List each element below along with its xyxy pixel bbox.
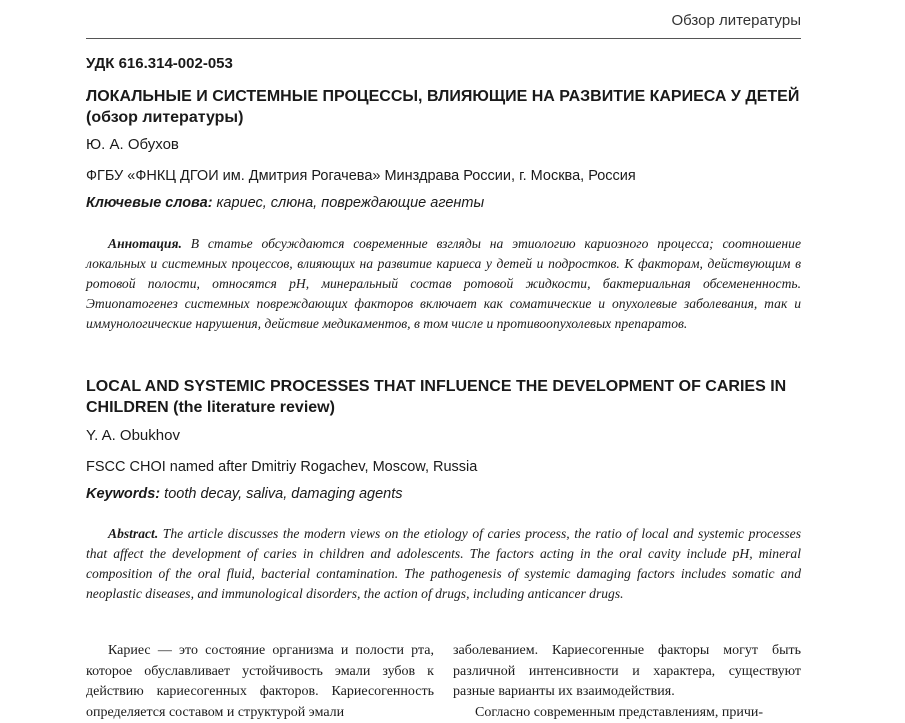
body-right-paragraph-1: заболеванием. Кариесогенные факторы могут быть различной интенсивности и характера, существуют разные варианты их взаимодействия.	[453, 643, 801, 699]
udc-code: УДК 616.314-002-053	[86, 55, 233, 72]
keywords-label-ru: Ключевые слова:	[86, 195, 213, 211]
keywords-ru	[86, 195, 484, 211]
keywords-label-en: Keywords:	[86, 486, 160, 502]
keywords-en	[86, 486, 403, 502]
author-ru: Ю. А. Обухов	[86, 136, 179, 153]
article-title-ru: ЛОКАЛЬНЫЕ И СИСТЕМНЫЕ ПРОЦЕССЫ, ВЛИЯЮЩИЕ НА РАЗВИТИЕ КАРИЕСА У ДЕТЕЙ (обзор литературы)	[86, 86, 801, 128]
body-right-paragraph-2: Согласно современным представлениям, причи-	[453, 703, 801, 723]
abstract-en	[86, 524, 801, 604]
abstract-label-en: Abstract.	[108, 526, 158, 541]
abstract-text-ru: В статье обсуждаются современные взгляды на этиологию кариозного процесса; соотношение локальных и системных процессов, влияющих на развитие кариеса у детей и подростков. К факторам, действующим в ротовой полости, относятся pH, минеральный состав ротовой жидкости, бактериальная обсемененность. Этиопатогенез системных повреждающих факторов включает как соматические и опухолевые заболевания, так и иммунологические нарушения, действие медикаментов, в том числе и противоопухолевых препаратов.	[86, 236, 801, 331]
affiliation-en: FSCC CHOI named after Dmitriy Rogachev, Moscow, Russia	[86, 459, 477, 475]
abstract-text-en: The article discusses the modern views on the etiology of caries process, the ratio of local and systemic processes that affect the development of caries in children and adolescents. The factors acting in the oral cavity include pH, mineral composition of the oral fluid, bacterial contamination. The pathogenesis of systemic damaging factors includes somatic and neoplastic diseases, and immunological disorders, the action of drugs, including anticancer drugs.	[86, 526, 801, 601]
keywords-text-ru: кариес, слюна, повреждающие агенты	[213, 195, 485, 211]
running-header-section: Обзор литературы	[671, 12, 801, 29]
abstract-label-ru: Аннотация.	[108, 236, 182, 251]
author-en: Y. A. Obukhov	[86, 427, 180, 444]
abstract-ru	[86, 234, 801, 334]
keywords-text-en: tooth decay, saliva, damaging agents	[160, 486, 402, 502]
header-divider	[86, 38, 801, 39]
affiliation-ru: ФГБУ «ФНКЦ ДГОИ им. Дмитрия Рогачева» Минздрава России, г. Москва, Россия	[86, 168, 636, 184]
body-column-right	[453, 641, 801, 723]
body-column-left: Кариес — это состояние организма и полости рта, которое обуславливает устойчивость эмали зубов к действию кариесогенных факторов. Кариесогенность определяется составом и структурой эмали	[86, 641, 434, 723]
article-title-en: LOCAL AND SYSTEMIC PROCESSES THAT INFLUENCE THE DEVELOPMENT OF CARIES IN CHILDREN (the literature review)	[86, 376, 801, 418]
